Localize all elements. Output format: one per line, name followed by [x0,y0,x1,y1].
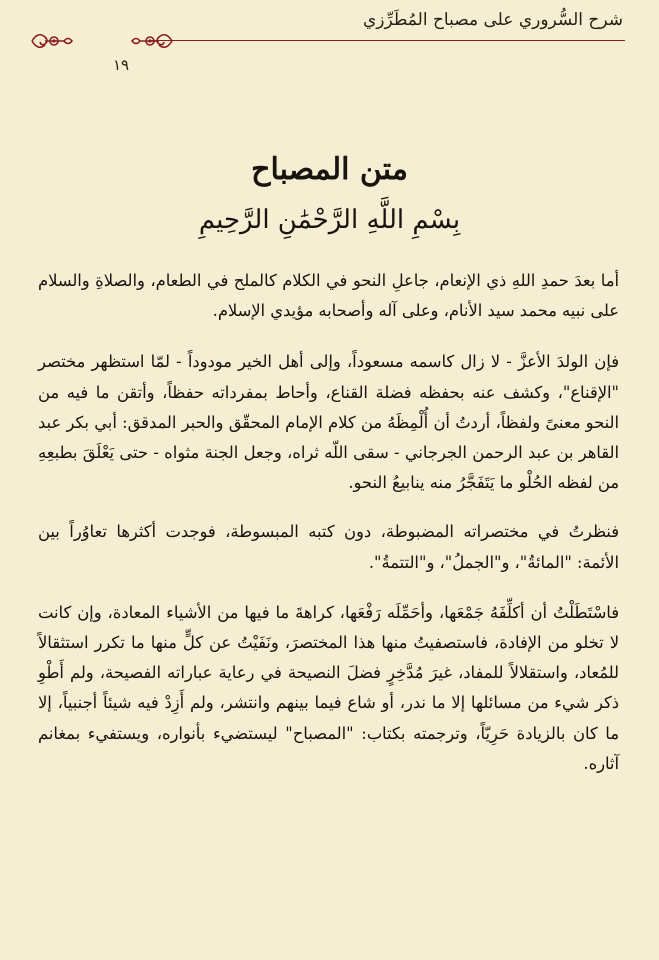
paragraph-3: فنظرتُ في مختصراته المضبوطة، دون كتبه المبسوطة، فوجدت أكثرها تعاوُراً بين الأئمة: "المائةُ"، و"الجملُ"، و"التتمةُ". [38,522,619,572]
basmala: بِسْمِ اللَّهِ الرَّحْمَٰنِ الرَّحِيمِ [198,205,461,235]
header-ornament [30,28,152,74]
ornament-left-icon [30,28,74,54]
body-text [38,266,619,798]
page-number: ١٩ [112,56,130,74]
running-title: شرح السُّروري على مصباح المُطَرِّزي [362,10,623,30]
running-header [0,0,659,74]
paragraph-2: فإن الولدَ الأعزَّ - لا زال كاسمه مسعوداً، وإلى أهل الخير مودوداً - لمّا استظهر مختصر "الإقناع"، وكشف عنه بحفظه فضلة القناع، وأحاط بمفرداته حفظاً، وأتقن ما فيه من النحو معنىً ولفظاً، أردتُ أن أُلْمِظَهُ من كلام الإمام المحقّق والحبر المدقق: أبي بكر عبد القاهر بن عبد الرحمن الجرجاني - سقى اللّه ثراه، وجعل الجنة مثواه - حتى يَعْلَقَ بطبعِهِ من لفظه الحُلْو ما يَتَفَجَّرُ منه ينابيعُ النحو. [38,352,619,493]
chapter-title: متن المصباح [251,152,408,187]
paragraph-1: أما بعدَ حمدِ اللهِ ذي الإنعام، جاعلِ النحو في الكلام كالملح في الطعام، والصلاةِ والسلام على نبيه محمد سيد الأنام، وعلى آله وأصحابه مؤيدي الإسلام. [38,271,619,321]
paragraph-4: فاسْتَطَلْتُ أن أكلِّفَهُ جَمْعَها، وأحَمِّلَه رَفْعَها، كراهةَ ما فيها من الأشياء المعادة، وإن كانت لا تخلو من الإفادة، فاستصفيتُ منها هذا المختصرَ، ونَفَيْتُ عن كلٍّ منها ما تكرر استثقالاً للمُعاد، واستقلالاً للمفاد، غيرَ مُدَّخِرٍ فضلَ النصيحة في رعاية عباراته الفصيحة، ولم أَطْوِ ذكر شيء من مسائلها إلا ما ندر، أو شاع فيما بينهم وانتشر، ولم أَزِدْ فيه شيئاً أجنبياً، إلا ما كان بالزيادة حَرِيّاً، وترجمته بكتاب: "المصباح" ليستضيء بأنواره، ويستفيء بمغانم آثاره. [38,602,619,773]
ornament-right-icon [130,28,174,54]
header-rule [150,40,625,41]
